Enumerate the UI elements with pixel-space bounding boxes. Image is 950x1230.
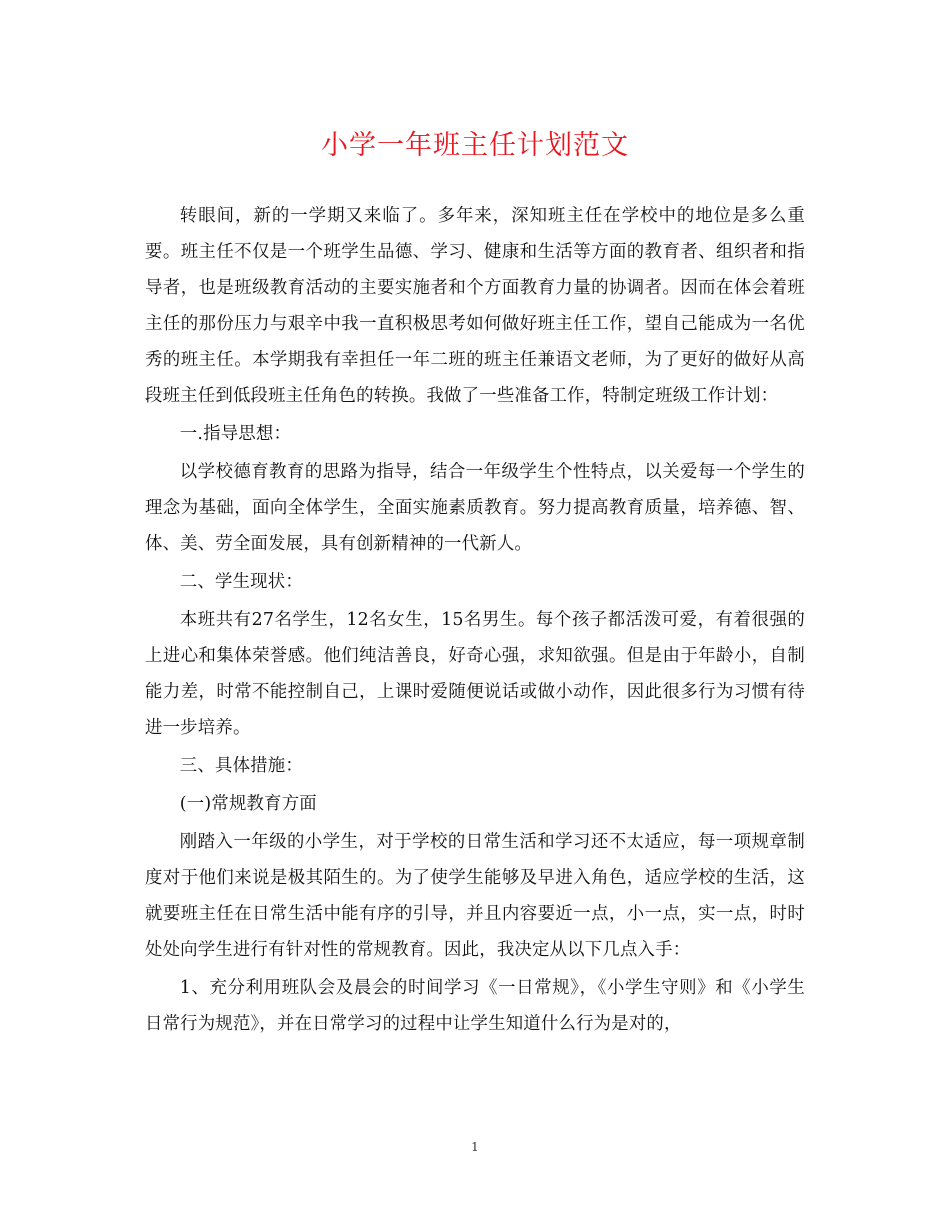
page-number: 1 (471, 1140, 479, 1154)
paragraph-routine-education: 刚踏入一年级的小学生，对于学校的日常生活和学习还不太适应，每一项规章制度对于他们来说是极其陌生的。为了使学生能够及早进入角色，适应学校的生活，这就要班主任在日常生活中能有序的引导，并且内容要近一点，小一点，实一点，时时处处向学生进行有针对性的常规教育。因此，我决定从以下几点入手： (145, 832, 805, 960)
paragraph-guiding-thought: 以学校德育教育的思路为指导，结合一年级学生个性特点，以关爱每一个学生的理念为基础，面向全体学生，全面实施素质教育。努力提高教育质量，培养德、智、体、美、劳全面发展，具有创新精神的一代新人。 (145, 462, 805, 554)
document-title: 小学一年班主任计划范文 (321, 130, 629, 161)
paragraph-student-status: 本班共有27名学生，12名女生，15名男生。每个孩子都活泼可爱，有着很强的上进心和集体荣誉感。他们纯洁善良，好奇心强，求知欲强。但是由于年龄小，自制能力差，时常不能控制自己，上课时爱随便说话或做小动作，因此很多行为习惯有待进一步培养。 (145, 610, 805, 738)
subsection-heading-routine-education: (一)常规教育方面 (179, 794, 317, 814)
section-heading-guiding-thought: 一.指导思想： (179, 424, 292, 444)
paragraph-item-1: 1、充分利用班队会及晨会的时间学习《一日常规》，《小学生守则》和《小学生日常行为规范》，并在日常学习的过程中让学生知道什么行为是对的， (145, 978, 805, 1034)
section-heading-student-status: 二、学生现状： (179, 572, 303, 592)
paragraph-intro: 转眼间，新的一学期又来临了。多年来，深知班主任在学校中的地位是多么重要。班主任不仅是一个班学生品德、学习、健康和生活等方面的教育者、组织者和指导者，也是班级教育活动的主要实施者和个方面教育力量的协调者。因而在体会着班主任的那份压力与艰辛中我一直积极思考如何做好班主任工作，望自己能成为一名优秀的班主任。本学期我有幸担任一年二班的班主任兼语文老师，为了更好的做好从高段班主任到低段班主任角色的转换。我做了一些准备工作，特制定班级工作计划： (145, 206, 805, 406)
section-heading-measures: 三、具体措施： (179, 756, 303, 776)
document-body (145, 198, 805, 1042)
